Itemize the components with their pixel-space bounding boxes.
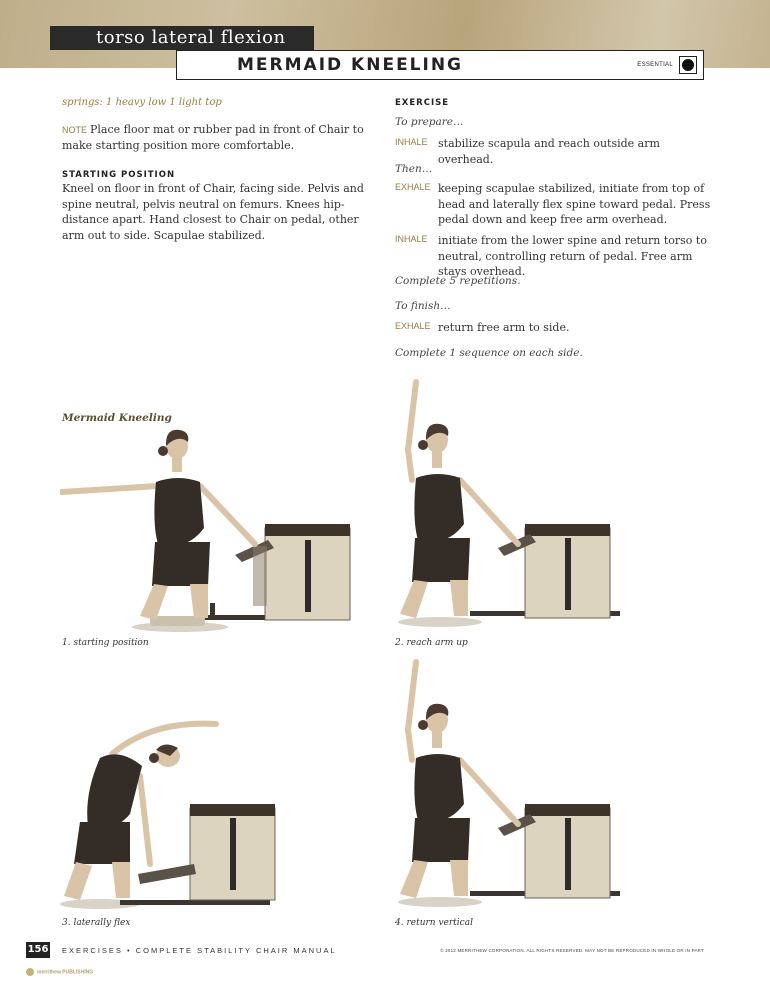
page-number: 156 (26, 942, 50, 958)
level-badge-label: ESSENTIAL (637, 62, 673, 68)
publisher-name: merrithew PUBLISHING (37, 969, 94, 976)
step-text: initiate from the lower spine and return torso to neutral, controlling return of pedal. Free arm stays overhead. (438, 234, 707, 278)
to-finish: To finish… (395, 300, 451, 312)
step-text: return free arm to side. (438, 321, 570, 334)
step-text: stabilize scapula and reach outside arm overhead. (438, 137, 660, 166)
note (62, 122, 367, 153)
step-2 (395, 233, 715, 280)
running-title: EXERCISES • COMPLETE STABILITY CHAIR MANUAL (62, 946, 337, 955)
then-label: Then… (395, 163, 433, 175)
copyright: © 2012 MERRITHEW CORPORATION. ALL RIGHTS RESERVED. MAY NOT BE REPRODUCED IN WHOLE OR IN PART (440, 948, 704, 953)
sequence-note: Complete 1 sequence on each side. (395, 347, 583, 359)
springs-setting: springs: 1 heavy low 1 light top (62, 97, 222, 108)
to-prepare: To prepare… (395, 116, 464, 128)
category-label: torso lateral flexion (50, 26, 314, 50)
prepare-step (395, 136, 715, 167)
caption-2: 2. reach arm up (395, 638, 468, 648)
caption-3: 3. laterally flex (62, 918, 131, 928)
note-label: NOTE (62, 125, 88, 135)
step-text: keeping scapulae stabilized, initiate from top of head and laterally flex spine toward pedal. Press pedal down and keep free arm overhead. (438, 182, 711, 226)
publisher-logo (26, 968, 93, 976)
breath-label: INHALE (395, 234, 428, 244)
breath-label: INHALE (395, 137, 428, 147)
photo-laterally-flex (60, 714, 360, 914)
caption-1: 1. starting position (62, 638, 149, 648)
starting-position-text: Kneel on floor in front of Chair, facing side. Pelvis and spine neutral, pelvis neutral on femurs. Knees hip-distance apart. Hand closest to Chair on pedal, other arm out to side. Scapulae stabilized. (62, 182, 364, 242)
starting-position-heading: STARTING POSITION (62, 170, 176, 180)
figure-title: Mermaid Kneeling (62, 412, 172, 424)
breath-label: EXHALE (395, 321, 431, 331)
caption-4: 4. return vertical (395, 918, 473, 928)
step-1 (395, 181, 715, 228)
photo-return-vertical (390, 658, 690, 915)
publisher-mark-icon (26, 968, 34, 976)
filled-circle-icon (679, 56, 697, 74)
page-title: MERMAID KNEELING (237, 55, 464, 75)
exercise-heading: EXERCISE (395, 98, 450, 108)
note-text: Place floor mat or rubber pad in front of Chair to make starting position more comfortable. (62, 123, 364, 152)
repetitions: Complete 5 repetitions. (395, 275, 521, 287)
finish-step (395, 320, 715, 336)
breath-label: EXHALE (395, 182, 431, 192)
title-box (176, 50, 704, 80)
photo-reach-arm-up (390, 378, 690, 635)
photo-starting-position (60, 420, 360, 635)
